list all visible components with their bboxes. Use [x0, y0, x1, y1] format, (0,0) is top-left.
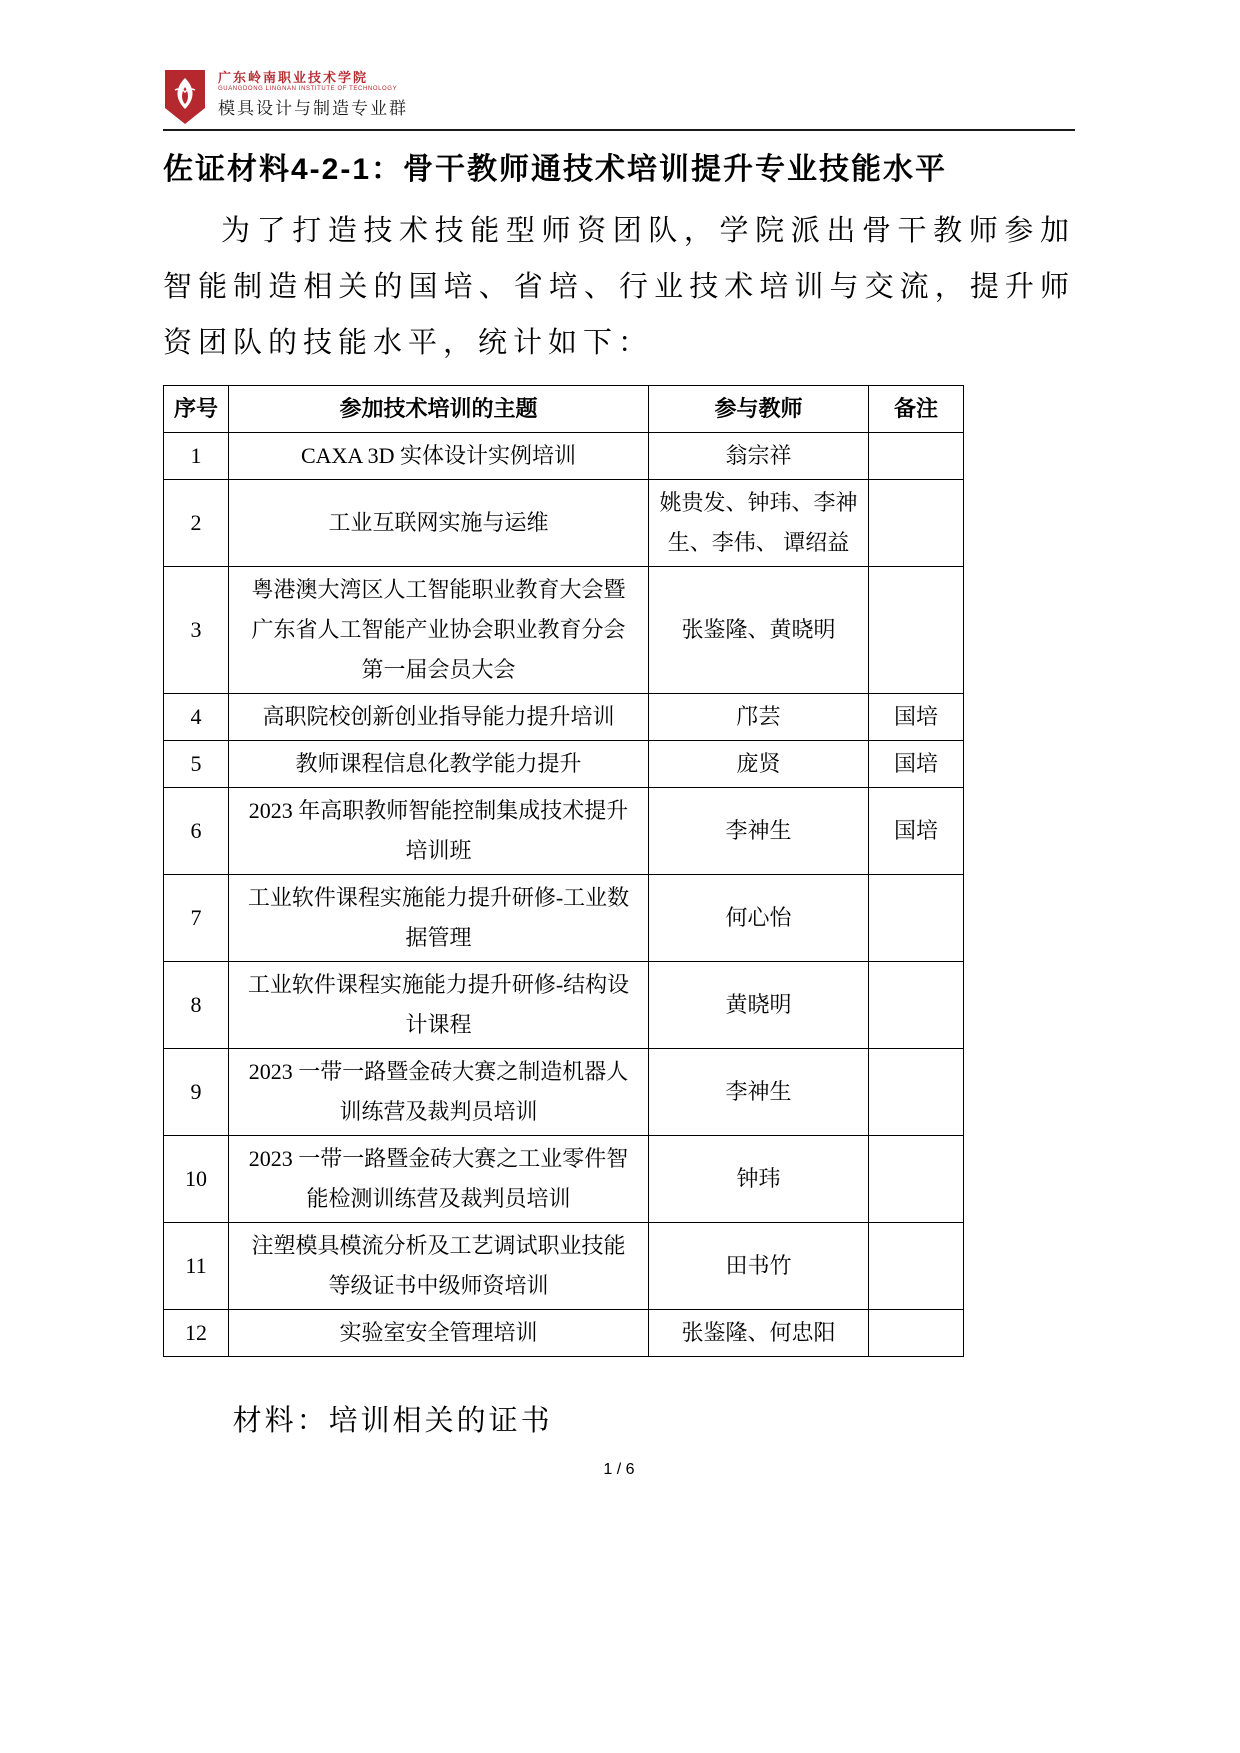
training-table: [163, 385, 964, 1357]
row-topic: 2023 一带一路暨金砖大赛之工业零件智能检测训练营及裁判员培训: [229, 1136, 649, 1223]
brand-text: [218, 68, 408, 120]
table-row: [164, 433, 964, 480]
school-name-english: GUANGDONG LINGNAN INSTITUTE OF TECHNOLOGY: [218, 86, 398, 92]
row-remark: [869, 480, 964, 567]
row-number: 2: [164, 480, 229, 567]
table-row: [164, 694, 964, 741]
row-topic: 工业软件课程实施能力提升研修-结构设计课程: [229, 962, 649, 1049]
row-number: 8: [164, 962, 229, 1049]
table-row: [164, 1049, 964, 1136]
table-row: [164, 480, 964, 567]
row-number: 12: [164, 1310, 229, 1357]
table-body: [164, 433, 964, 1357]
school-brand: [163, 68, 1075, 126]
row-topic: 2023 年高职教师智能控制集成技术提升培训班: [229, 788, 649, 875]
row-topic: CAXA 3D 实体设计实例培训: [229, 433, 649, 480]
row-number: 9: [164, 1049, 229, 1136]
row-topic: 实验室安全管理培训: [229, 1310, 649, 1357]
row-remark: [869, 875, 964, 962]
table-row: [164, 741, 964, 788]
row-number: 10: [164, 1136, 229, 1223]
row-remark: [869, 1049, 964, 1136]
row-topic: 2023 一带一路暨金砖大赛之制造机器人训练营及裁判员培训: [229, 1049, 649, 1136]
row-teachers: 翁宗祥: [649, 433, 869, 480]
row-number: 7: [164, 875, 229, 962]
row-number: 1: [164, 433, 229, 480]
row-remark: 国培: [869, 741, 964, 788]
table-row: [164, 962, 964, 1049]
row-teachers: 李神生: [649, 788, 869, 875]
row-remark: [869, 433, 964, 480]
header-cell-teachers: 参与教师: [649, 386, 869, 433]
table-row: [164, 875, 964, 962]
row-remark: 国培: [869, 788, 964, 875]
row-topic: 粤港澳大湾区人工智能职业教育大会暨广东省人工智能产业协会职业教育分会第一届会员大会: [229, 567, 649, 694]
header-cell-remark: 备注: [869, 386, 964, 433]
row-teachers: 何心怡: [649, 875, 869, 962]
school-logo-icon: [163, 68, 207, 126]
document-header: [163, 68, 1075, 131]
row-teachers: 邝芸: [649, 694, 869, 741]
header-cell-topic: 参加技术培训的主题: [229, 386, 649, 433]
row-teachers: 张鉴隆、黄晓明: [649, 567, 869, 694]
materials-note: 材料：培训相关的证书: [232, 1405, 553, 1437]
table-row: [164, 567, 964, 694]
row-teachers: 李神生: [649, 1049, 869, 1136]
table-row: [164, 1136, 964, 1223]
row-topic: 教师课程信息化教学能力提升: [229, 741, 649, 788]
row-number: 5: [164, 741, 229, 788]
row-number: 11: [164, 1223, 229, 1310]
table-row: [164, 1310, 964, 1357]
row-teachers: 田书竹: [649, 1223, 869, 1310]
intro-paragraph: 为了打造技术技能型师资团队，学院派出骨干教师参加智能制造相关的国培、省培、行业技术培训与交流，提升师资团队的技能水平，统计如下：: [163, 215, 1075, 359]
row-teachers: 钟玮: [649, 1136, 869, 1223]
row-teachers: 姚贵发、钟玮、李神生、李伟、 谭绍益: [649, 480, 869, 567]
row-number: 4: [164, 694, 229, 741]
program-group-name: 模具设计与制造专业群: [218, 99, 408, 118]
school-name: 广东岭南职业技术学院: [218, 70, 369, 85]
row-remark: [869, 962, 964, 1049]
row-number: 3: [164, 567, 229, 694]
row-teachers: 庞贤: [649, 741, 869, 788]
table-row: [164, 788, 964, 875]
row-remark: [869, 1223, 964, 1310]
row-topic: 工业软件课程实施能力提升研修-工业数据管理: [229, 875, 649, 962]
row-remark: 国培: [869, 694, 964, 741]
row-remark: [869, 1310, 964, 1357]
table-row: [164, 1223, 964, 1310]
table-header-row: [164, 386, 964, 433]
row-teachers: 黄晓明: [649, 962, 869, 1049]
row-remark: [869, 567, 964, 694]
row-topic: 工业互联网实施与运维: [229, 480, 649, 567]
row-topic: 注塑模具模流分析及工艺调试职业技能等级证书中级师资培训: [229, 1223, 649, 1310]
page-number: 1 / 6: [603, 1461, 635, 1478]
row-teachers: 张鉴隆、何忠阳: [649, 1310, 869, 1357]
row-topic: 高职院校创新创业指导能力提升培训: [229, 694, 649, 741]
row-number: 6: [164, 788, 229, 875]
row-remark: [869, 1136, 964, 1223]
document-title: 佐证材料4-2-1：骨干教师通技术培训提升专业技能水平: [163, 153, 948, 186]
header-cell-no: 序号: [164, 386, 229, 433]
